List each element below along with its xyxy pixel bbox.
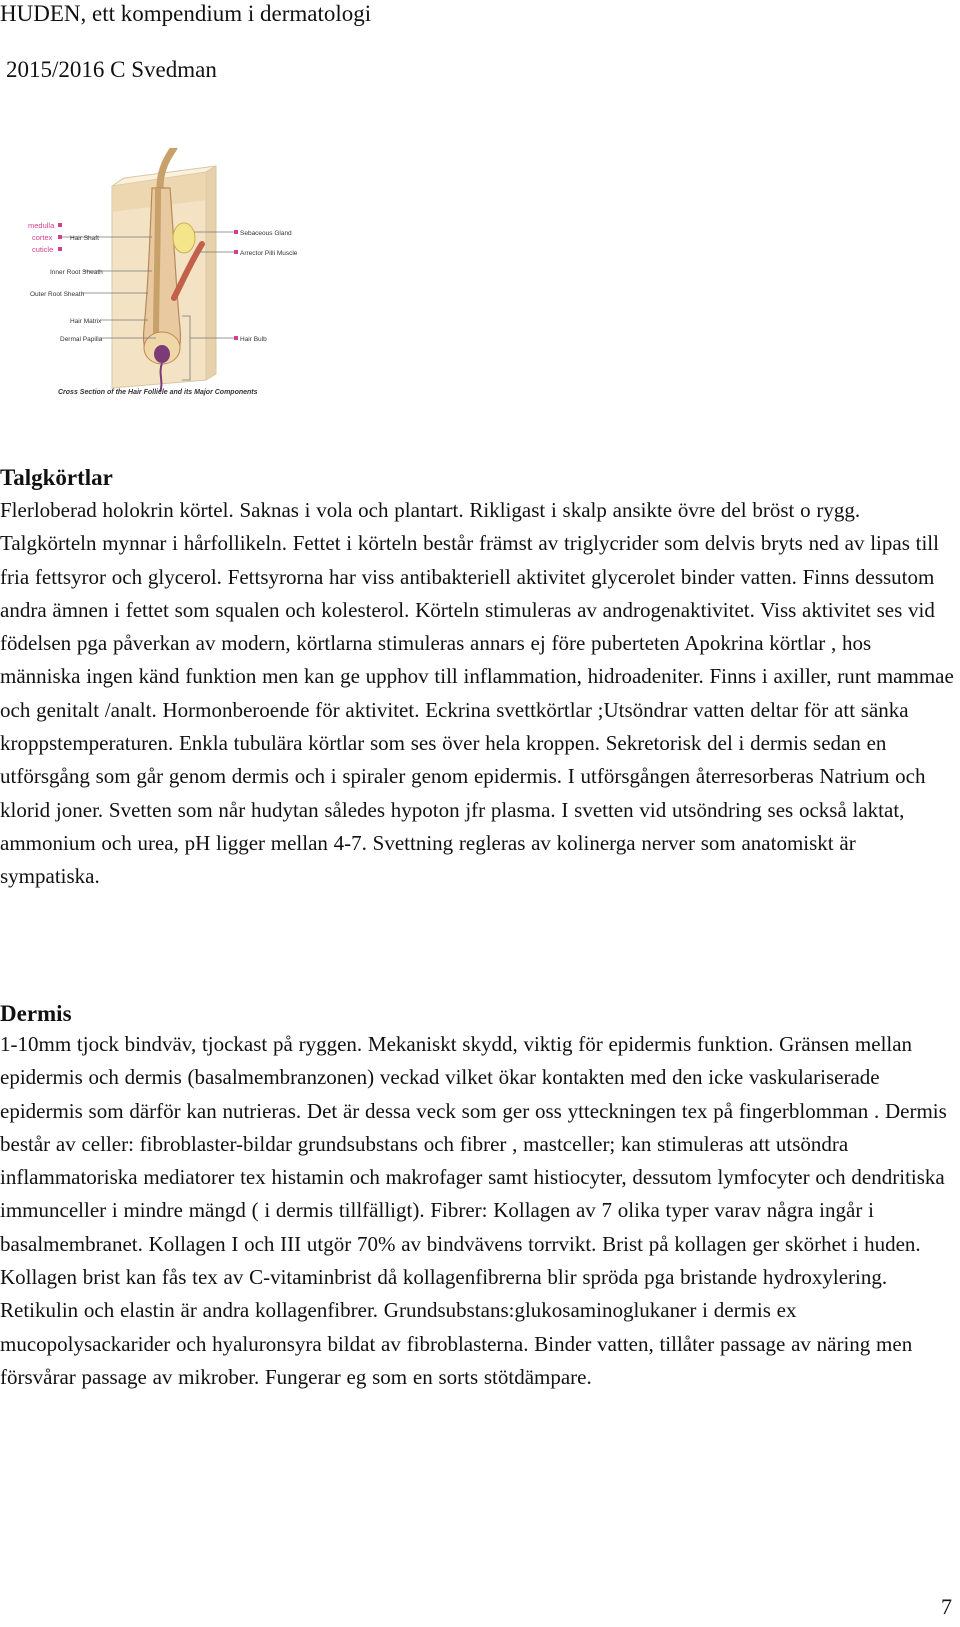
label-hair-bulb: Hair Bulb [240, 336, 267, 343]
dermal-papilla [154, 345, 170, 363]
figure-caption: Cross Section of the Hair Follicle and its Major Components [58, 389, 258, 396]
document-subtitle: 2015/2016 C Svedman [6, 57, 217, 82]
label-inner-root-sheath: Inner Root Sheath [50, 269, 103, 276]
document-title: HUDEN, ett kompendium i dermatologi [0, 1, 372, 26]
hair-inner [156, 188, 158, 338]
label-dermal-papilla: Dermal Papilla [60, 336, 103, 343]
section-heading-talgkortlar: Talgkörtlar [0, 465, 113, 490]
section-body-dermis: 1-10mm tjock bindväv, tjockast på ryggen. Mekaniskt skydd, viktig för epidermis funktion. Gränsen mellan epidermis och dermis (basalmembranzonen) veckad vilket ökar kontakten med den icke vaskulariserade epidermis som därför kan nutrieras. Det är dessa veck som ger oss ytteckningen tex på fingerblomman . Dermis består av celler: fibroblaster-bildar grundsubstans och fibrer , mastceller; kan stimuleras att utsöndra inflammatoriska mediatorer tex histamin och makrofager samt histiocyter, dessutom lymfocyter och dendritiska immunceller i mindre mängd ( i dermis tillfälligt). Fibrer: Kollagen av 7 olika typer varav några ingår i basalmembranet. Kollagen I och III utgör 70% av bindvävens torrvikt. Brist på kollagen ger skörhet i huden. Kollagen brist kan fås tex av C-vitaminbrist då kollagenfibrerna blir spröda pga bristande hydroxylering. Retikulin och elastin är andra kollagenfibrer. Grundsubstans:glukosaminoglukaner i dermis ex mucopolysackarider och hyaluronsyra bildat av fibroblasterna. Binder vatten, tillåter passage av näring men försvårar passage av mikrober. Fungerar eg som en sorts stötdämpare. [0, 1032, 947, 1389]
label-cortex: cortex [32, 233, 53, 242]
label-sebaceous-gland: Sebaceous Gland [240, 230, 292, 237]
hair-follicle-figure [24, 148, 314, 416]
label-cuticle: cuticle [32, 245, 54, 254]
page-number: 7 [941, 1594, 952, 1619]
skin-side [206, 166, 216, 380]
label-medulla: medulla [28, 221, 55, 230]
sebaceous-gland [173, 223, 195, 253]
hair-follicle-diagram [24, 148, 314, 416]
label-arrector-pili-muscle: Arrector Pilli Muscle [240, 250, 298, 257]
vessel [160, 363, 162, 392]
section-heading-dermis: Dermis [0, 1001, 72, 1026]
label-hair-matrix: Hair Matrix [70, 318, 102, 325]
section-body-talgkortlar: Flerloberad holokrin körtel. Saknas i vola och plantart. Rikligast i skalp ansikte övre del bröst o rygg. Talgkörteln mynnar i hårfollikeln. Fettet i körteln består främst av triglycrider som delvis bryts ned av lipas till fria fettsyror och glycerol. Fettsyrorna har viss antibakteriell aktivitet glycerolet binder vatten. Finns dessutom andra ämnen i fettet som squalen och kolesterol. Körteln stimuleras av androgenaktivitet. Viss aktivitet ses vid födelsen pga påverkan av modern, körtlarna stimuleras annars ej före puberteten Apokrina körtlar , hos människa ingen känd funktion men kan ge upphov till inflammation, hidroadeniter. Finns i axiller, runt mammae och genitalt /analt. Hormonberoende för aktivitet. Eckrina svettkörtlar ;Utsöndrar vatten deltar för att sänka kroppstemperaturen. Enkla tubulära körtlar som ses över hela kroppen. Sekretorisk del i dermis sedan en utförsgång som går genom dermis och i spiraler genom epidermis. I utförsgången återresorberas Natrium och klorid joner. Svetten som når hudytan således hypoton jfr plasma. I svetten vid utsöndring ses också laktat, ammonium och urea, pH ligger mellan 4-7. Svettning regleras av kolinerga nerver som anatomiskt är sympatiska. [0, 498, 954, 889]
label-outer-root-sheath: Outer Root Sheath [30, 291, 85, 298]
label-hair-shaft: Hair Shaft [70, 235, 99, 242]
